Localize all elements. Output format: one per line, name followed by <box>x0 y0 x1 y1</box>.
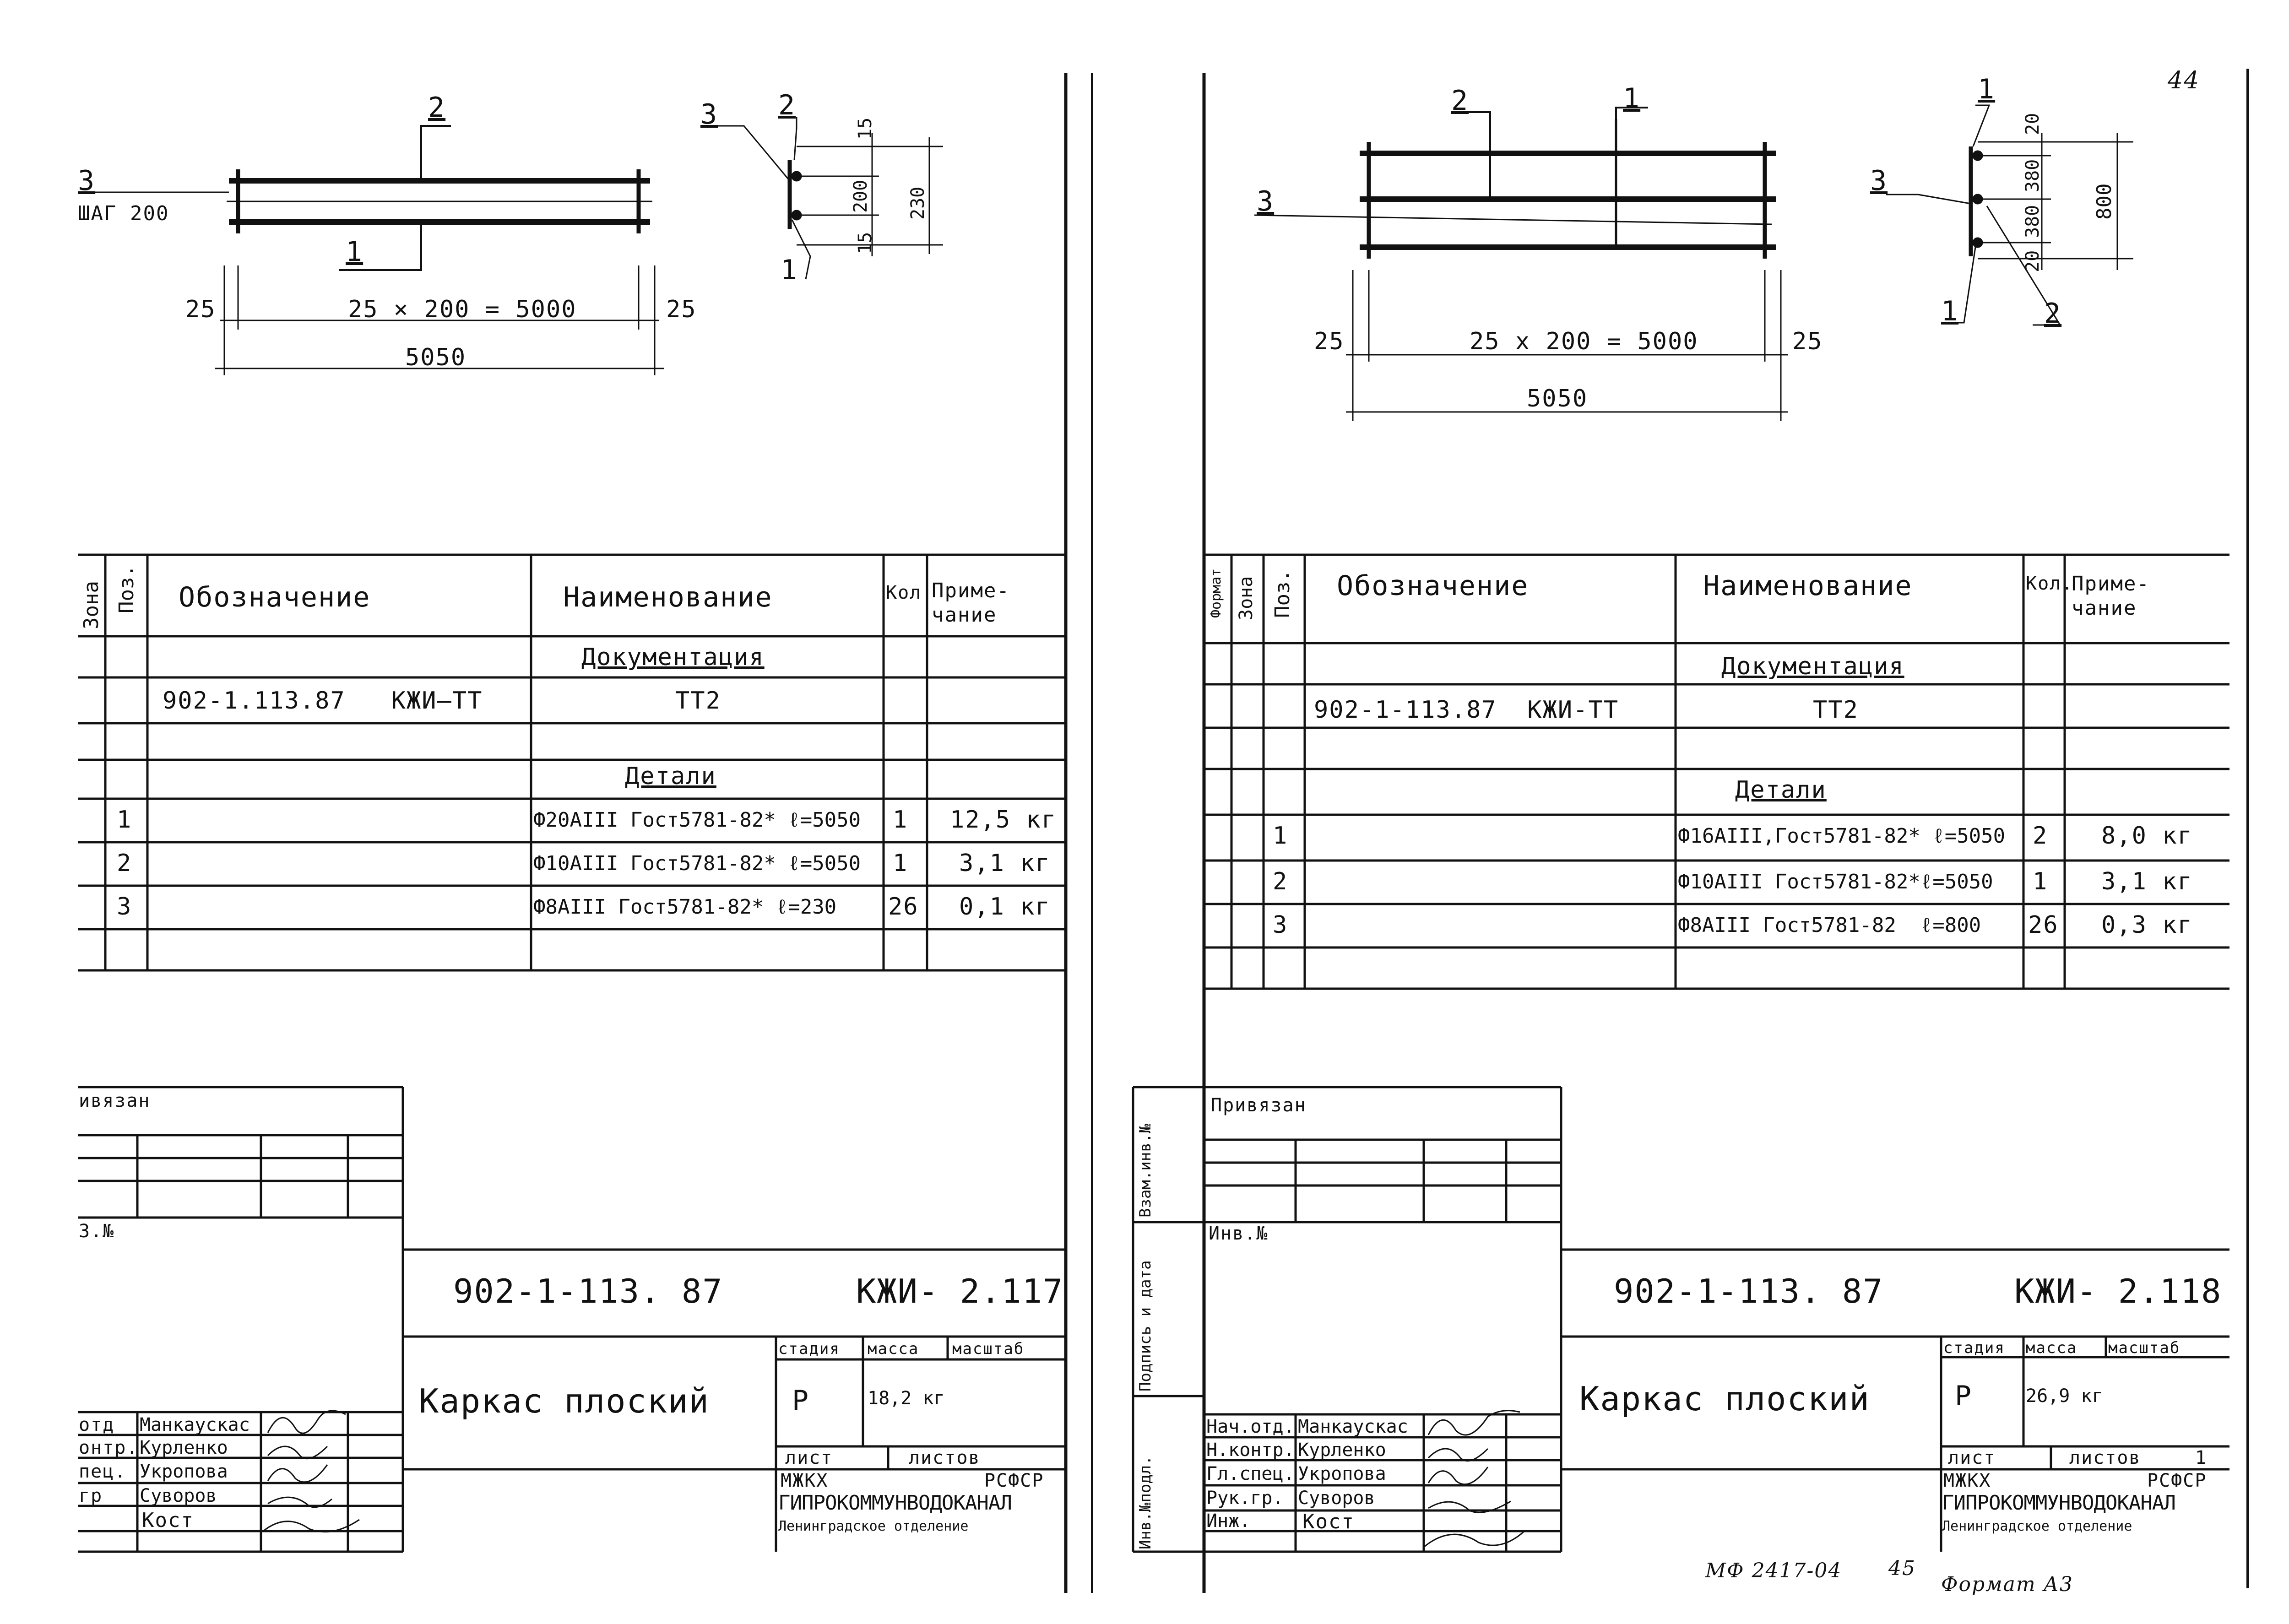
footer-sheet-no: 45 <box>1888 1557 1916 1580</box>
left-org2: ГИПРОКОММУНВОДОКАНАЛ <box>778 1491 1012 1515</box>
right-row-name: Ф8АIII Гост5781-82 ℓ=800 <box>1678 914 1981 937</box>
left-staff-role: отд <box>79 1414 115 1435</box>
page-number: 44 <box>2168 67 2200 94</box>
right-sec-dim-total: 800 <box>2093 183 2116 220</box>
left-org1b: РСФСР <box>984 1470 1044 1491</box>
left-scale-label: масштаб <box>952 1340 1025 1358</box>
right-header-format: Формат <box>1208 568 1224 618</box>
right-row-qty: 2 <box>2033 822 2048 850</box>
right-header-pos: Поз. <box>1271 569 1294 618</box>
right-staff-role: Нач.отд. <box>1206 1416 1295 1437</box>
right-side-label-subst: Взам.инв.№ <box>1136 1124 1155 1218</box>
left-bar-label-1: 1 <box>346 236 363 268</box>
left-org3: Ленинградское отделение <box>778 1518 969 1534</box>
right-row-note: 0,3 кг <box>2101 911 2193 939</box>
right-doc-designation: 902-1-113.87 КЖИ-ТТ <box>1314 696 1619 724</box>
left-mass: 18,2 кг <box>868 1388 945 1409</box>
left-dim-edge-right: 25 <box>666 296 697 323</box>
right-org1: МЖКХ <box>1943 1470 1991 1491</box>
left-header-pos: Поз. <box>115 565 138 613</box>
right-bar-label-2: 2 <box>1451 85 1469 117</box>
left-sheets-label: листов <box>909 1447 981 1468</box>
left-staff-name: Укропова <box>140 1461 228 1482</box>
left-sec-label-3: 3 <box>700 98 718 130</box>
right-org2: ГИПРОКОММУНВОДОКАНАЛ <box>1942 1491 2175 1515</box>
right-dim-edge-right: 25 <box>1792 328 1823 355</box>
right-sec-label-1b: 1 <box>1941 295 1959 327</box>
left-doc-code: 902-1-113. 87 <box>453 1272 723 1310</box>
right-row-pos: 3 <box>1273 911 1288 939</box>
right-row-pos: 1 <box>1273 822 1288 850</box>
left-frame-drawing <box>80 117 943 375</box>
right-sec-label-2: 2 <box>2044 298 2062 330</box>
right-title: Каркас плоский <box>1579 1380 1870 1418</box>
left-header-note: Приме- чание <box>932 579 1010 627</box>
right-staff-role: Н.контр. <box>1206 1440 1295 1461</box>
left-sec-dim-bottom: 15 <box>855 232 876 254</box>
right-staff-name: Суворов <box>1298 1488 1375 1509</box>
right-sheet-code: КЖИ- 2.118 <box>2014 1272 2222 1310</box>
right-bar-label-3: 3 <box>1257 185 1275 217</box>
right-dim-edge-left: 25 <box>1314 328 1345 355</box>
left-sec-dim-top: 15 <box>855 117 876 140</box>
left-row-name: Ф10АIII Гост5781-82* ℓ=5050 <box>533 852 861 875</box>
left-inv-label: З.№ <box>79 1221 115 1242</box>
right-staff-role: Гл.спец. <box>1206 1463 1295 1484</box>
right-org3: Ленинградское отделение <box>1942 1518 2132 1534</box>
left-sec-label-1: 1 <box>781 254 798 286</box>
right-header-qty: Кол. <box>2026 573 2074 594</box>
left-step-label: ШАГ 200 <box>78 202 169 225</box>
left-header-name: Наименование <box>563 581 773 613</box>
left-row-pos: 3 <box>117 893 132 920</box>
left-header-zone: Зона <box>80 581 103 629</box>
left-stage-label: стадия <box>778 1340 840 1358</box>
right-staff-name: Кост <box>1302 1510 1355 1533</box>
right-scale-label: масштаб <box>2108 1339 2181 1357</box>
right-dim-span: 25 x 200 = 5000 <box>1470 328 1698 355</box>
left-row-note: 12,5 кг <box>950 806 1057 834</box>
right-sheet-label: лист <box>1948 1447 1996 1468</box>
left-staff-name: Курленко <box>140 1437 228 1458</box>
left-section-parts: Детали <box>625 763 716 790</box>
footer-code: МФ 2417-04 <box>1705 1559 1842 1582</box>
footer-format: Формат А3 <box>1941 1573 2073 1596</box>
left-staff-name: Кост <box>142 1509 194 1532</box>
right-mass: 26,9 кг <box>2026 1386 2103 1407</box>
right-row-note: 8,0 кг <box>2101 822 2193 850</box>
right-sec-dim-top: 20 <box>2022 113 2043 135</box>
left-doc-designation: 902-1.113.87 КЖИ—ТТ <box>163 687 483 715</box>
right-bar-label-1: 1 <box>1623 82 1641 114</box>
right-staff-name: Манкаускас <box>1298 1416 1408 1437</box>
right-frame-drawing <box>1254 105 2133 421</box>
right-header-designation: Обозначение <box>1337 570 1529 602</box>
left-header-qty: Кол <box>886 582 922 603</box>
left-sheet-code: КЖИ- 2.117 <box>856 1272 1064 1310</box>
left-title: Каркас плоский <box>419 1382 710 1420</box>
left-section-docs: Документация <box>581 644 765 671</box>
left-header-designation: Обозначение <box>179 581 371 613</box>
right-section-parts: Детали <box>1735 776 1827 804</box>
left-sec-dim-mid: 200 <box>850 179 871 213</box>
left-bound-label: ивязан <box>79 1090 151 1111</box>
left-sheet-label: лист <box>785 1447 833 1468</box>
left-row-qty: 26 <box>888 893 919 920</box>
right-staff-role: Рук.гр. <box>1206 1488 1284 1509</box>
right-sheets-label: листов <box>2069 1447 2141 1468</box>
right-row-qty: 1 <box>2033 868 2048 895</box>
right-org1b: РСФСР <box>2147 1470 2207 1491</box>
right-side-label-sign: Подпись и дата <box>1136 1260 1155 1391</box>
right-row-name: Ф16АIII,Гост5781-82* ℓ=5050 <box>1678 824 2006 848</box>
right-signatures <box>1424 1411 1524 1547</box>
left-row-pos: 1 <box>117 806 132 834</box>
right-staff-name: Курленко <box>1298 1440 1386 1461</box>
right-sec-dim-bottom: 20 <box>2022 250 2043 272</box>
left-org1: МЖКХ <box>781 1470 829 1491</box>
left-stage: Р <box>792 1385 810 1417</box>
right-header-zone: Зона <box>1236 576 1257 620</box>
right-row-qty: 26 <box>2028 911 2059 939</box>
right-sec-label-3: 3 <box>1870 165 1888 197</box>
left-staff-name: Суворов <box>140 1485 217 1506</box>
left-row-qty: 1 <box>893 850 908 877</box>
left-staff-role: онтр. <box>79 1437 139 1458</box>
left-dim-total: 5050 <box>405 344 466 371</box>
left-row-name: Ф8АIII Гост5781-82* ℓ=230 <box>533 895 837 919</box>
right-sheets-count: 1 <box>2195 1447 2208 1468</box>
left-doc-name: ТТ2 <box>675 687 721 715</box>
right-stage-label: стадия <box>1943 1339 2005 1357</box>
left-bar-label-3: 3 <box>78 165 96 197</box>
right-sec-dim-a: 380 <box>2022 159 2043 192</box>
left-dim-edge-left: 25 <box>185 296 216 323</box>
left-signatures <box>263 1411 359 1532</box>
right-stage: Р <box>1955 1380 1973 1412</box>
left-staff-name: Манкаускас <box>140 1414 250 1435</box>
right-row-pos: 2 <box>1273 868 1288 895</box>
right-doc-name: ТТ2 <box>1813 696 1859 724</box>
right-sec-label-1: 1 <box>1978 73 1996 105</box>
right-row-note: 3,1 кг <box>2101 868 2193 895</box>
right-mass-label: масса <box>2026 1339 2077 1357</box>
left-row-name: Ф20АIII Гост5781-82* ℓ=5050 <box>533 808 861 832</box>
right-row-name: Ф10АIII Гост5781-82*ℓ=5050 <box>1678 870 1993 893</box>
right-header-note: Приме- чание <box>2072 572 2150 620</box>
left-row-note: 0,1 кг <box>959 893 1051 920</box>
left-bar-label-2: 2 <box>428 92 446 124</box>
right-staff-role: Инж. <box>1206 1510 1251 1532</box>
right-side-label-inv: Инв.№подл. <box>1136 1456 1155 1549</box>
left-dim-span: 25 × 200 = 5000 <box>348 296 577 323</box>
left-staff-role: гр <box>79 1485 103 1506</box>
left-sec-dim-total: 230 <box>907 186 928 220</box>
right-staff-name: Укропова <box>1298 1463 1386 1484</box>
right-bound-label: Привязан <box>1211 1095 1307 1116</box>
right-dim-total: 5050 <box>1527 385 1588 412</box>
right-header-name: Наименование <box>1703 570 1913 602</box>
right-doc-code: 902-1-113. 87 <box>1614 1272 1884 1310</box>
left-sec-label-2: 2 <box>778 89 796 121</box>
left-staff-role: пец. <box>79 1461 127 1482</box>
right-sec-dim-b: 380 <box>2022 205 2043 238</box>
left-row-pos: 2 <box>117 850 132 877</box>
right-section-docs: Документация <box>1721 653 1904 680</box>
left-row-note: 3,1 кг <box>959 850 1051 877</box>
right-inv-label: Инв.№ <box>1209 1223 1269 1244</box>
left-row-qty: 1 <box>893 806 908 834</box>
left-mass-label: масса <box>868 1340 919 1358</box>
